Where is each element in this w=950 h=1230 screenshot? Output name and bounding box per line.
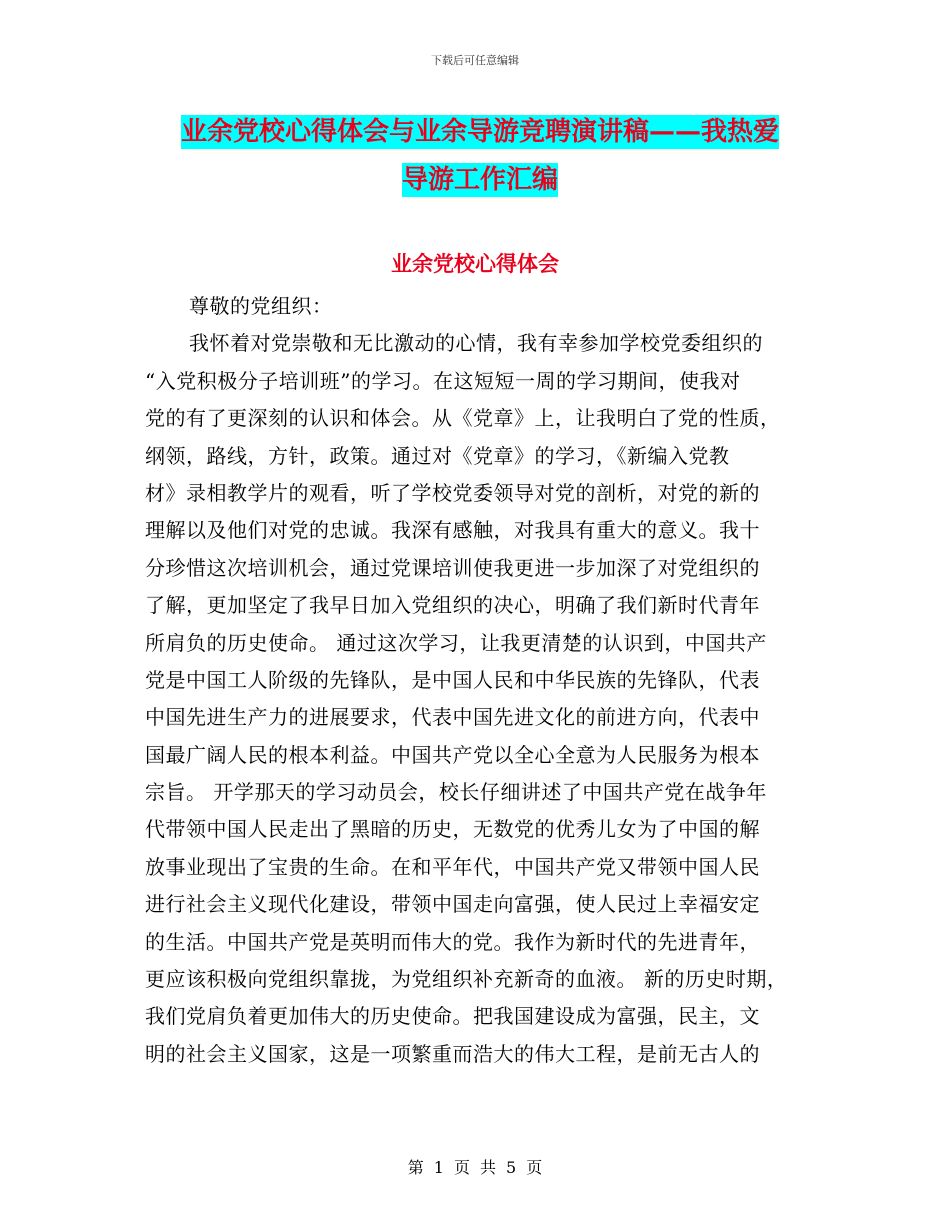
body-line: 宗旨。 开学那天的学习动员会，校长仔细讲述了中国共产党在战争年	[145, 780, 767, 805]
body-text	[145, 288, 825, 1073]
body-line: 明的社会主义国家，这是一项繁重而浩大的伟大工程，是前无古人的	[145, 1041, 760, 1066]
page-label-mid2: 共	[480, 1158, 497, 1177]
body-line: 了解，更加坚定了我早日加入党组织的决心，明确了我们新时代青年	[145, 593, 760, 618]
body-line: 我怀着对党崇敬和无比激动的心情，我有幸参加学校党委组织的	[189, 331, 763, 356]
body-line: 我们党肩负着更加伟大的历史使命。把我国建设成为富强，民主，文	[145, 1004, 760, 1029]
body-line: 放事业现出了宝贵的生命。在和平年代，中国共产党又带领中国人民	[145, 854, 760, 879]
body-line: 进行社会主义现代化建设，带领中国走向富强，使人民过上幸福安定	[145, 892, 760, 917]
salutation: 尊敬的党组织：	[189, 294, 333, 318]
body-line: 党的有了更深刻的认识和体会。从《党章》上，让我明白了党的性质，	[145, 406, 781, 431]
current-page-number: 1	[433, 1158, 444, 1177]
document-title-line-2: 导游工作汇编	[401, 165, 558, 195]
page-label-prefix: 第	[407, 1158, 424, 1177]
body-line: 所肩负的历史使命。 通过这次学习，让我更清楚的认识到，中国共产	[145, 630, 767, 655]
page-footer	[0, 1155, 950, 1178]
body-line: 材》录相教学片的观看，听了学校党委领导对党的剖析，对党的新的	[145, 480, 760, 505]
document-title	[150, 108, 810, 204]
page-label-suffix: 页	[526, 1158, 543, 1177]
body-line: 的生活。中国共产党是英明而伟大的党。我作为新时代的先进青年，	[145, 929, 760, 954]
body-line: 纲领，路线，方针，政策。通过对《党章》的学习，《新编入党教	[145, 443, 730, 468]
section-title: 业余党校心得体会	[391, 252, 559, 276]
document-title-line-1: 业余党校心得体会与业余导游竞聘演讲稿——我热爱	[180, 117, 779, 147]
body-line: “入党积极分子培训班”的学习。在这短短一周的学习期间，使我对	[145, 368, 741, 393]
body-line: 代带领中国人民走出了黑暗的历史，无数党的优秀儿女为了中国的解	[145, 817, 760, 842]
body-line: 更应该积极向党组织靠拢，为党组织补充新奇的血液。 新的历史时期，	[145, 967, 788, 992]
body-line: 国最广阔人民的根本利益。中国共产党以全心全意为人民服务为根本	[145, 742, 760, 767]
body-line: 中国先进生产力的进展要求，代表中国先进文化的前进方向，代表中	[145, 705, 760, 730]
body-line: 党是中国工人阶级的先锋队，是中国人民和中华民族的先锋队，代表	[145, 667, 760, 692]
body-line: 理解以及他们对党的忠诚。我深有感触，对我具有重大的意义。我十	[145, 518, 760, 543]
body-line: 分珍惜这次培训机会，通过党课培训使我更进一步加深了对党组织的	[145, 555, 760, 580]
page-header-note: 下载后可任意编辑	[431, 54, 519, 67]
total-pages-number: 5	[506, 1158, 517, 1177]
page-label-mid1: 页	[453, 1158, 470, 1177]
